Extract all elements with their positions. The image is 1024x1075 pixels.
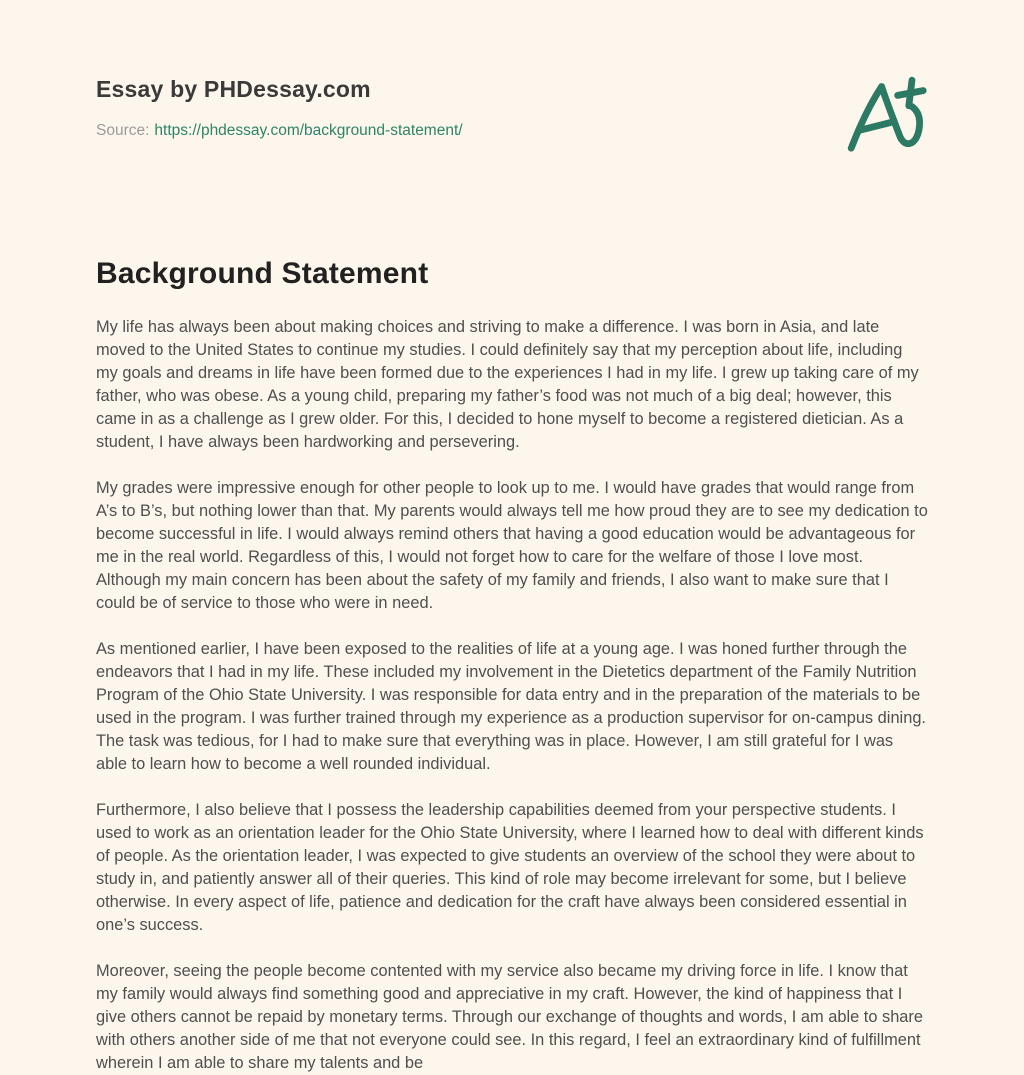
source-label: Source: — [96, 122, 150, 139]
essay-body — [96, 316, 928, 1075]
site-title: Essay by PHDessay.com — [96, 76, 371, 102]
essay-paragraph-4: Furthermore, I also believe that I possess the leadership capabilities deemed from your perspective students. I used to work as an orientation leader for the Ohio State University, where I learned how to deal with different kinds of people. As the orientation leader, I was expected to give students an overview of the school they were about to study in, and patiently answer all of their queries. This kind of role may become irrelevant for some, but I believe otherwise. In every aspect of life, patience and dedication for the craft have always been considered essential in one’s success. — [96, 801, 924, 934]
source-link[interactable]: https://phdessay.com/background-statement/ — [154, 122, 463, 139]
essay-paragraph-2: My grades were impressive enough for other people to look up to me. I would have grades that would range from A’s to B’s, but nothing lower than that. My parents would always tell me how proud they are to see my dedication to become successful in life. I would always remind others that having a good education would be advantageous for me in the real world. Regardless of this, I would not forget how to care for the welfare of those I love most. Although my main concern has been about the safety of my family and friends, I also want to make sure that I could be of service to those who were in need. — [96, 479, 928, 612]
header-text-block — [96, 76, 463, 140]
essay-title: Background Statement — [96, 257, 429, 290]
page-header — [96, 76, 928, 169]
essay-paragraph-3: As mentioned earlier, I have been exposed to the realities of life at a young age. I was honed further through the endeavors that I had in my life. These included my involvement in the Dietetics department of the Family Nutrition Program of the Ohio State University. I was responsible for data entry and in the preparation of the materials to be used in the program. I was further trained through my experience as a production supervisor for on-campus dining. The task was tedious, for I had to make sure that everything was in place. However, I am still grateful for I was able to learn how to become a well rounded individual. — [96, 640, 926, 773]
a-plus-logo-icon — [840, 70, 928, 169]
source-line — [96, 122, 463, 140]
essay-paragraph-5: Moreover, seeing the people become contented with my service also became my driving force in life. I know that my family would always find something good and appreciative in my craft. However, the kind of happiness that I give others cannot be repaid by monetary terms. Through our exchange of thoughts and words, I am able to share with others another side of me that not everyone could see. In this regard, I feel an extraordinary kind of fulfillment wherein I am able to share my talents and be — [96, 962, 923, 1072]
essay-paragraph-1: My life has always been about making choices and striving to make a difference. I was born in Asia, and late moved to the United States to continue my studies. I could definitely say that my perception about life, including my goals and dreams in life have been formed due to the experiences I had in my life. I grew up taking care of my father, who was obese. As a young child, preparing my father’s food was not much of a big deal; however, this came in as a challenge as I grew older. For this, I decided to hone myself to become a registered dietician. As a student, I have always been hardworking and persevering. — [96, 318, 919, 451]
